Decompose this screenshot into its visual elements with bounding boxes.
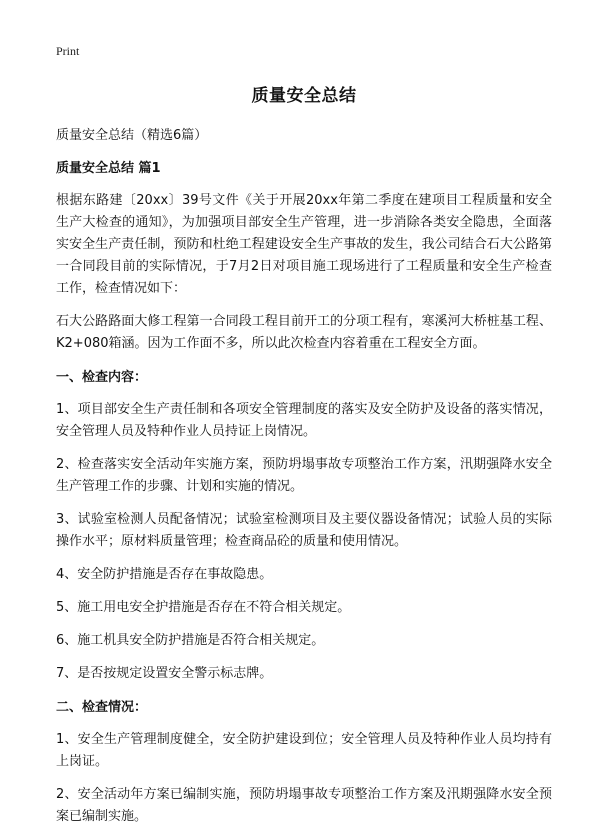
- intro-paragraph-2: 石大公路路面大修工程第一合同段工程目前开工的分项工程有，寒溪河大桥桩基工程、K2+080箱涵。因为工作面不多，所以此次检查内容着重在工程安全方面。: [56, 314, 552, 351]
- print-link[interactable]: Print: [56, 44, 80, 58]
- section-1-item-1: 1、项目部安全生产责任制和各项安全管理制度的落实及安全防护及设备的落实情况，安全管理人员及特种作业人员持证上岗情况。: [56, 402, 552, 439]
- section-2-item-2: 2、安全活动年方案已编制实施，预防坍塌事故专项整治工作方案及汛期强降水安全预案已编制实施。: [56, 787, 552, 824]
- intro-paragraph-1: 根据东路建〔20xx〕39号文件《关于开展20xx年第二季度在建项目工程质量和安全生产大检查的通知》，为加强项目部安全生产管理，进一步消除各类安全隐患，全面落实安全生产责任制，预防和杜绝工程建设安全生产事故的发生，我公司结合石大公路第一合同段目前的实际情况，于7月2日对项目施工现场进行了工程质量和安全生产检查工作，检查情况如下：: [56, 193, 552, 296]
- document-title: 质量安全总结: [251, 86, 357, 106]
- section-1-heading: 一、检查内容：: [56, 370, 148, 385]
- section-1-item-3: 3、试验室检测人员配备情况；试验室检测项目及主要仪器设备情况；试验人员的实际操作水平；原材料质量管理；检查商品砼的质量和使用情况。: [56, 512, 552, 549]
- section-2-heading: 二、检查情况：: [56, 700, 148, 715]
- section-1-item-7: 7、是否按规定设置安全警示标志牌。: [56, 666, 273, 681]
- section-1-item-2: 2、检查落实安全活动年实施方案，预防坍塌事故专项整治工作方案，汛期强降水安全生产管理工作的步骤、计划和实施的情况。: [56, 457, 552, 494]
- article-heading: 质量安全总结 篇1: [56, 161, 161, 176]
- section-2-item-1: 1、安全生产管理制度健全，安全防护建设到位；安全管理人员及特种作业人员均持有上岗证。: [56, 732, 552, 769]
- section-1-item-6: 6、施工机具安全防护措施是否符合相关规定。: [56, 633, 325, 648]
- section-1-item-4: 4、安全防护措施是否存在事故隐患。: [56, 567, 273, 582]
- document-subtitle: 质量安全总结（精选6篇）: [56, 128, 208, 143]
- section-1-item-5: 5、施工用电安全护措施是否存在不符合相关规定。: [56, 600, 351, 615]
